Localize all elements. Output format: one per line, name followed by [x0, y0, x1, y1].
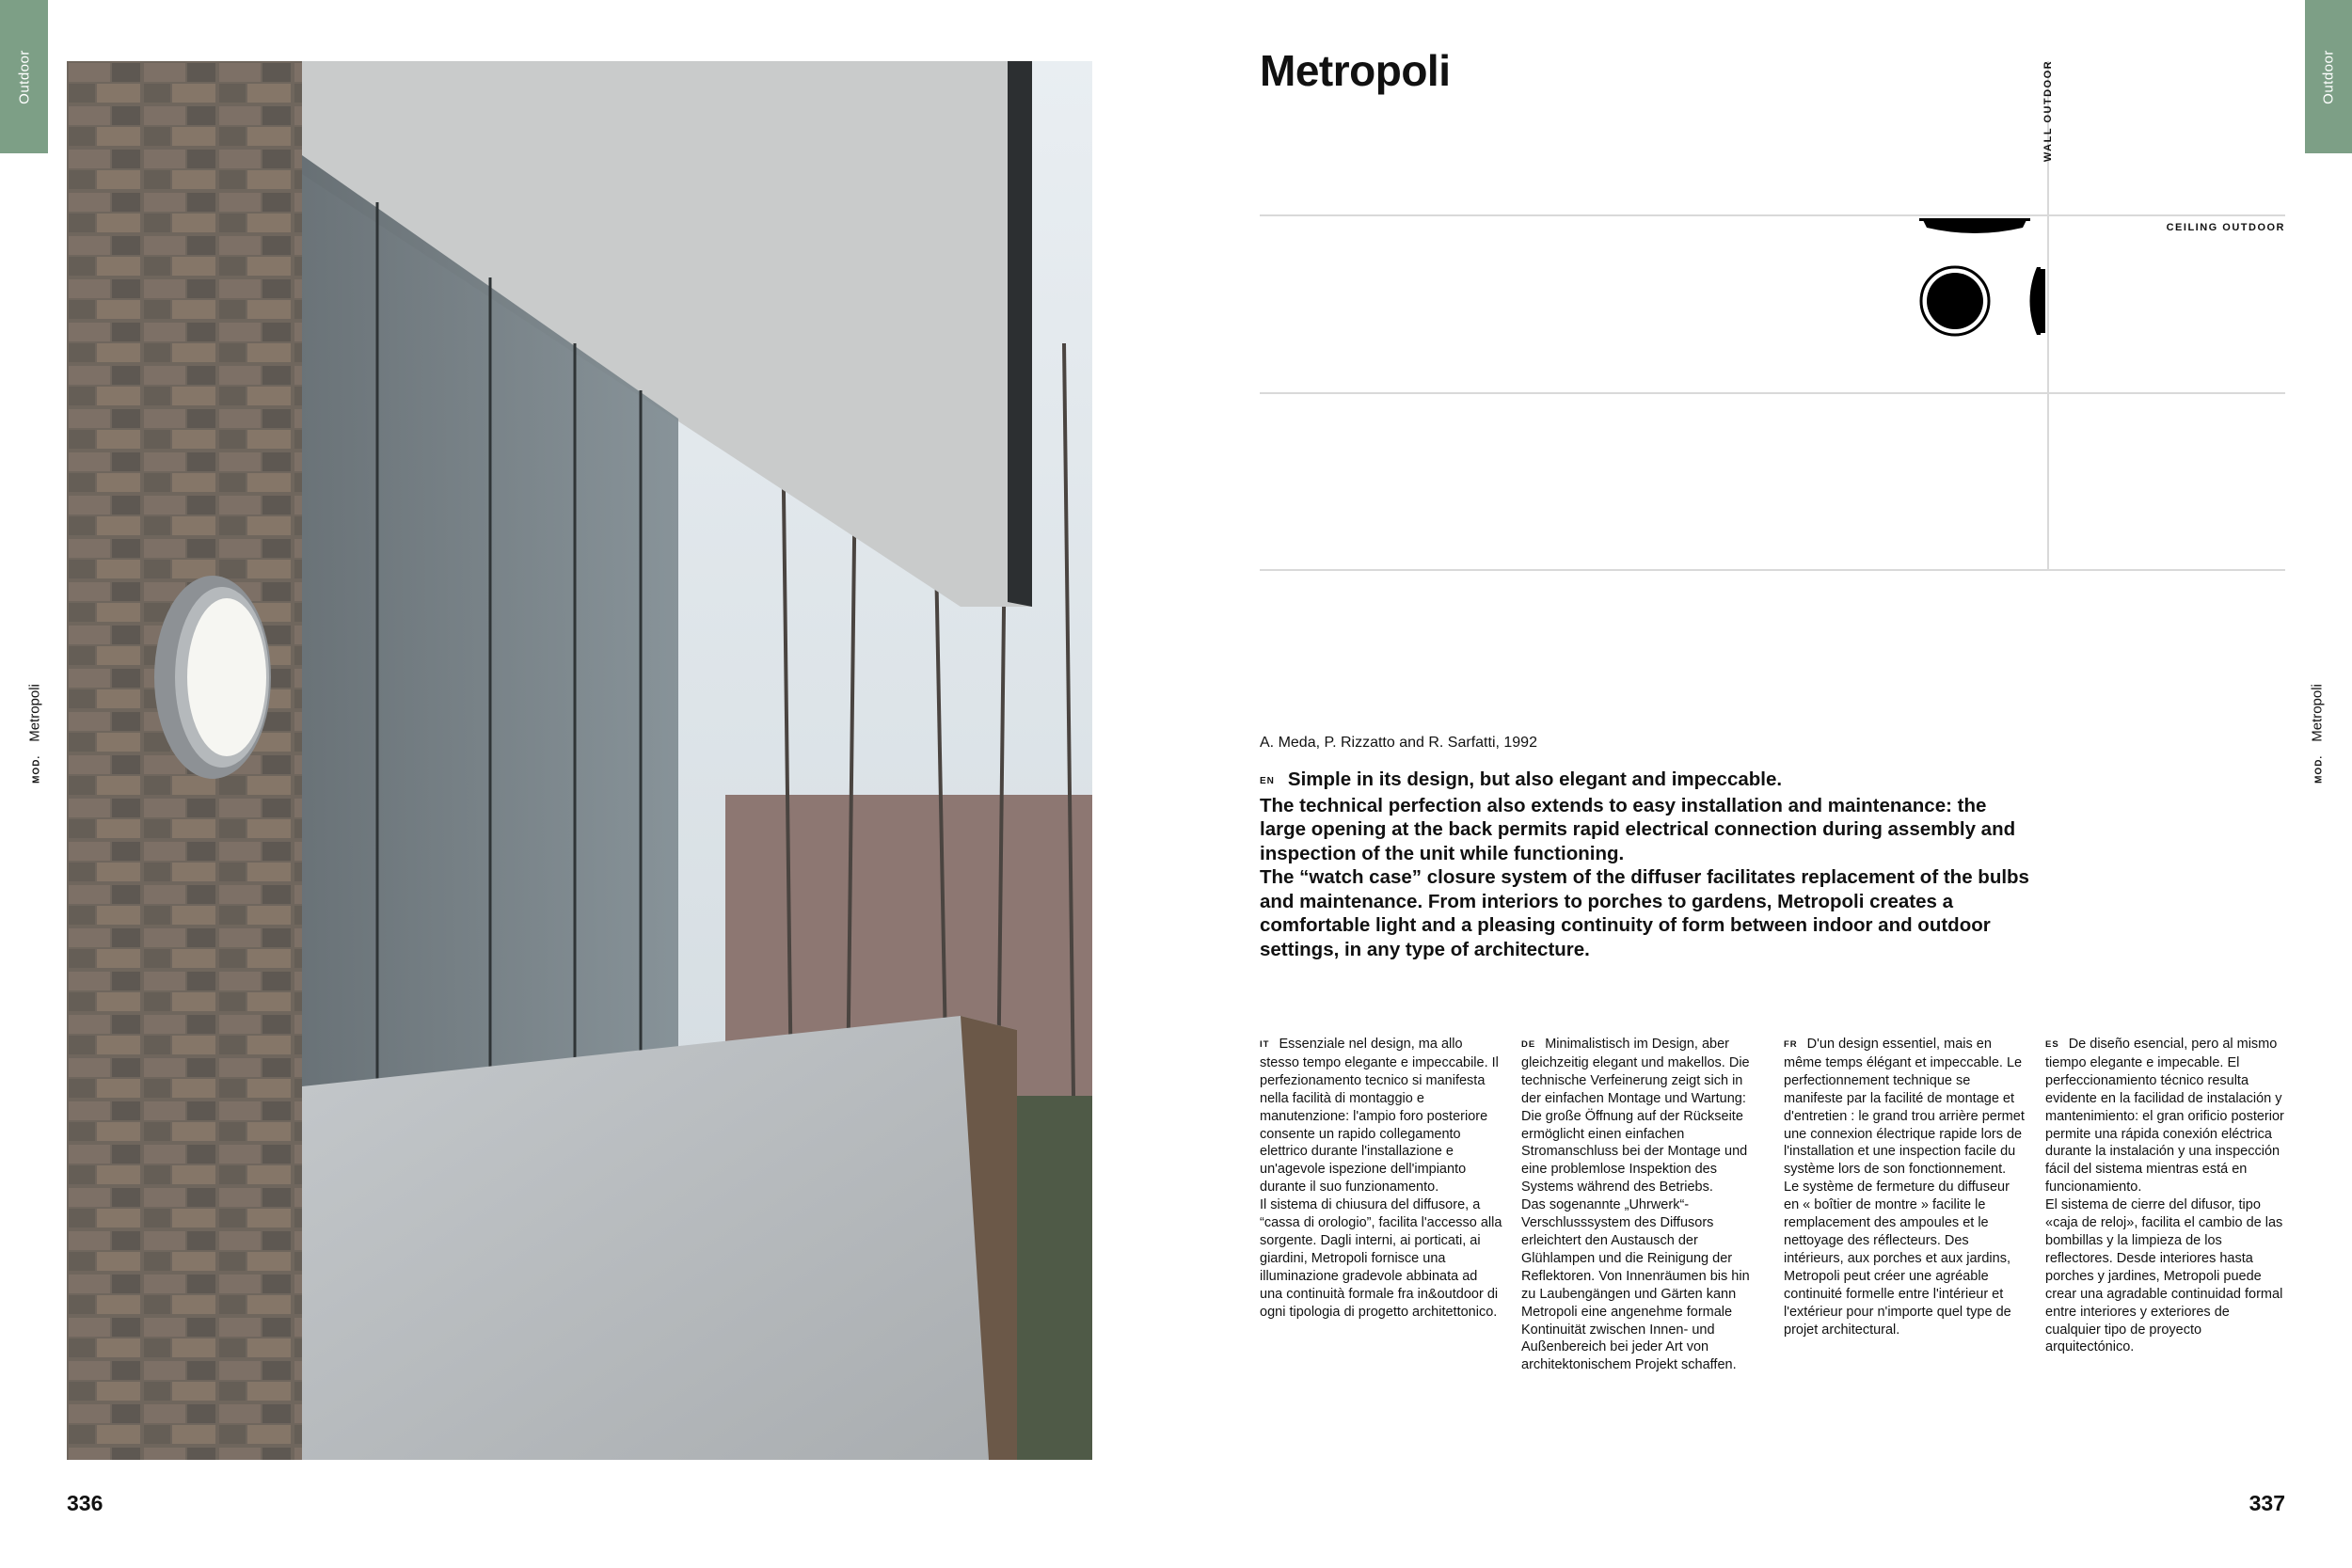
- terrace-scene-illustration: [67, 61, 1092, 1460]
- grid-divider-2: [1260, 392, 2285, 394]
- lang-tag-de: DE: [1521, 1039, 1536, 1050]
- lamp-front-icon: [1921, 267, 1989, 335]
- grid-divider-1: [1260, 214, 2285, 216]
- en-intro: Simple in its design, but also elegant and impeccable.: [1287, 768, 1783, 790]
- category-wall-label: WALL OUTDOOR: [2042, 59, 2054, 163]
- fr-paragraph-2: Le système de fermeture du diffuseur en « boîtier de montre » facilite le remplacement des ampoules et le nettoyage des réflecteurs. Des intérieurs, aux porches et aux jardins, Metropoli peut créer une agréable continuité formelle entre l'intérieur et l'extérieur pour n'importe quel type de projet architectural.: [1784, 1180, 2011, 1338]
- mod-name-left: Metropoli: [26, 684, 43, 742]
- page-number-left: 336: [67, 1491, 103, 1515]
- outdoor-tab-label-right: Outdoor: [2320, 49, 2337, 104]
- page-number-right: 337: [2249, 1491, 2285, 1515]
- mod-prefix-right: MOD.: [2313, 754, 2325, 784]
- lamp-side-profile-icon: [2030, 267, 2046, 335]
- lang-tag-es: ES: [2045, 1039, 2059, 1050]
- description-fr: [1784, 1036, 2026, 1338]
- en-paragraph-2: The “watch case” closure system of the diffuser facilitates replacement of the bulbs and maintenance. From interiors to porches to gardens, Metropoli creates a comfortable light and a pleasing continuity of form between indoor and outdoor settings, in any type of architecture.: [1260, 866, 2029, 960]
- mod-prefix-left: MOD.: [31, 754, 42, 784]
- lang-tag-fr: FR: [1784, 1039, 1798, 1050]
- lamp-top-profile-icon: [1919, 218, 2030, 233]
- it-paragraph-2: Il sistema di chiusura del diffusore, a “cassa di orologio”, facilita l'accesso alla sorgente. Dagli interni, ai porticati, ai giardini, Metropoli fornisce una illuminazione gradevole abbinata ad una continuità formale fra in&outdoor di ogni tipologia di progetto architettonico.: [1260, 1197, 1502, 1320]
- description-es: [2045, 1036, 2288, 1356]
- category-ceiling-outdoor: CEILING OUTDOOR: [2166, 222, 2285, 233]
- designer-credit: A. Meda, P. Rizzatto and R. Sarfatti, 1992: [1260, 735, 1537, 751]
- mod-label-right: [2306, 658, 2328, 809]
- page-title: Metropoli: [1260, 46, 1451, 95]
- es-paragraph-1: De diseño esencial, pero al mismo tiempo elegante e impecable. El perfeccionamiento técnico resulta evidente en la facilidad de instalación y mantenimiento: el gran orificio posterior permite una rápida conexión eléctrica durante la instalación y una inspección fácil del sistema mientras está en funcionamiento.: [2045, 1037, 2284, 1196]
- outdoor-side-tab-left: [0, 0, 48, 153]
- grid-divider-3: [1260, 569, 2285, 571]
- de-paragraph-2: Das sogenannte „Uhrwerk“-Verschlusssystem des Diffusors erleichtert den Austausch der Glühlampen und die Reinigung der Reflektoren. Von Innenräumen bis hin zu Laubengängen und Gärten kann Metropoli eine angenehme formale Kontinuität zwischen Innen- und Außenbereich bei jeder Art von architektonischem Projekt schaffen.: [1521, 1197, 1750, 1373]
- de-paragraph-1: Minimalistisch im Design, aber gleichzeitig elegant und makellos. Die technische Verfeinerung zeigt sich in der einfachen Montage und Wartung: Die große Öffnung auf der Rückseite ermöglicht einen einfachen Stromanschluss bei der Montage und eine problemlose Inspektion des Systems während des Betriebs.: [1521, 1037, 1750, 1196]
- product-photo: [67, 61, 1092, 1460]
- mod-name-right: Metropoli: [2309, 684, 2326, 742]
- es-paragraph-2: El sistema de cierre del difusor, tipo «caja de reloj», facilita el cambio de las bombillas y la limpieza de los reflectores. Desde interiores hasta porches y jardines, Metropoli puede crear una agradable continuidad formal entre interiores y exteriores de cualquier tipo de proyecto arquitectónico.: [2045, 1197, 2283, 1355]
- description-de: [1521, 1036, 1764, 1374]
- it-paragraph-1: Essenziale nel design, ma allo stesso tempo elegante e impeccabile. Il perfezionamento tecnico si manifesta nella facilità di montaggio e manutenzione: l'ampio foro posteriore consente un rapido collegamento elettrico durante l'installazione e un'agevole ispezione dell'impianto durante il suo funzionamento.: [1260, 1037, 1499, 1196]
- category-wall-outdoor: [2040, 60, 2057, 162]
- lang-tag-it: IT: [1260, 1039, 1270, 1050]
- mod-label-left: [24, 658, 46, 809]
- description-it: [1260, 1036, 1502, 1322]
- outdoor-tab-label-left: Outdoor: [16, 49, 32, 104]
- en-paragraph-1: The technical perfection also extends to easy installation and maintenance: the large opening at the back permits rapid electrical connection during assembly and inspection of the unit while functioning.: [1260, 794, 2016, 864]
- outdoor-side-tab-right: [2305, 0, 2352, 153]
- product-technical-drawing: [1917, 214, 2054, 341]
- description-en: [1260, 768, 2031, 961]
- lang-tag-en: EN: [1260, 776, 1275, 786]
- fr-paragraph-1: D'un design essentiel, mais en même temps élégant et impeccable. Le perfectionnement technique se manifeste par la facilité de montage et d'entretien : le grand trou arrière permet une connexion électrique rapide lors de l'installation et une inspection facile du système lors de son fonctionnement.: [1784, 1037, 2025, 1178]
